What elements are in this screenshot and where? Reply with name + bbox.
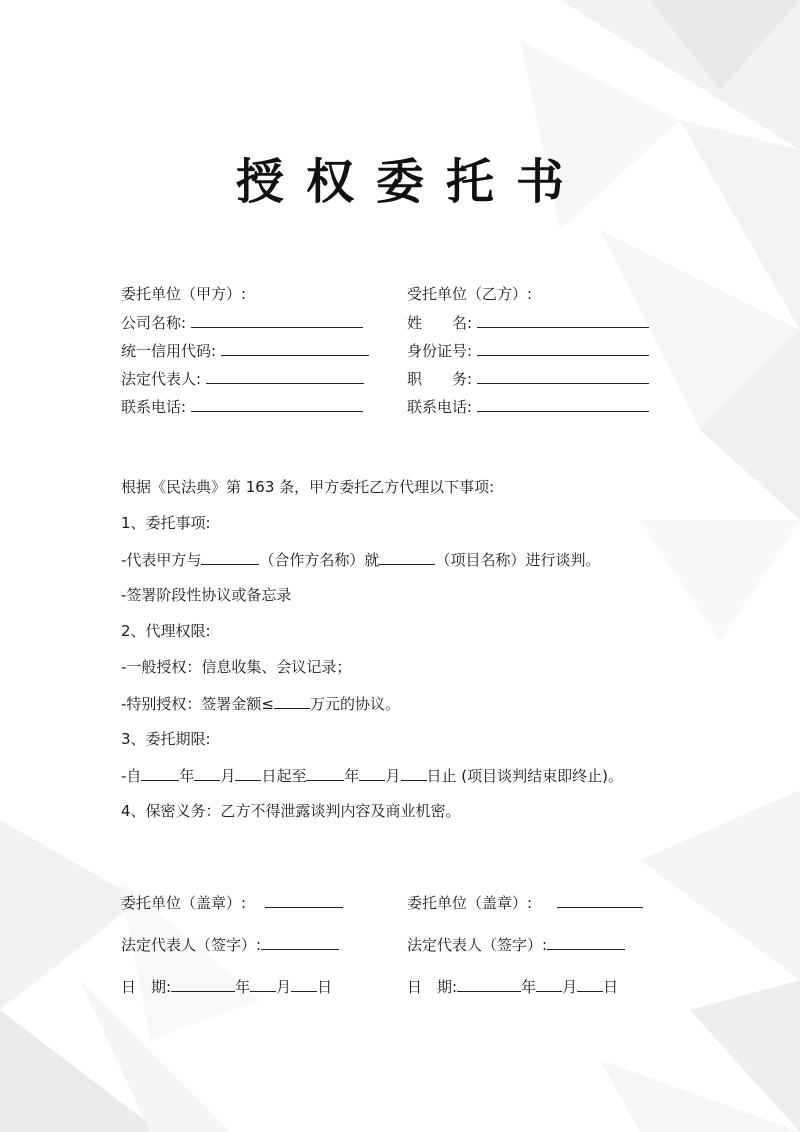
left-rep-line xyxy=(121,934,339,955)
party-a-phone xyxy=(121,396,363,417)
amount-blank[interactable] xyxy=(274,693,310,709)
field-label: 职 务: xyxy=(407,370,473,388)
partner-name-blank[interactable] xyxy=(201,549,259,565)
text: 日起至 xyxy=(261,767,307,785)
text: 日 xyxy=(317,978,333,996)
text: 日 xyxy=(603,978,619,996)
left-seal-line xyxy=(121,892,343,913)
intro-text: 根据《民法典》第 163 条，甲方委托乙方代理以下事项: xyxy=(121,478,495,496)
text: 月 xyxy=(276,978,292,996)
text: 年 xyxy=(344,767,360,785)
field-label: 联系电话: xyxy=(407,398,473,416)
project-name-blank[interactable] xyxy=(379,549,435,565)
date-label: 日 期: xyxy=(121,978,172,996)
company-name-field[interactable] xyxy=(191,312,363,328)
field-label: 统一信用代码: xyxy=(121,342,217,360)
section-1-item-b: -签署阶段性协议或备忘录 xyxy=(121,586,292,604)
field-label: 公司名称: xyxy=(121,314,187,332)
text: 年 xyxy=(235,978,251,996)
party-a-phone-field[interactable] xyxy=(191,396,363,412)
section-2-item-b xyxy=(121,693,400,714)
left-date-line xyxy=(121,976,332,997)
field-label: 法定代表人: xyxy=(121,370,202,388)
rep-label: 法定代表人（签字）: xyxy=(121,936,262,954)
section-3-heading: 3、委托期限: xyxy=(121,730,211,748)
party-b-phone-field[interactable] xyxy=(477,396,649,412)
right-rep-line xyxy=(407,934,625,955)
left-month-blank[interactable] xyxy=(250,976,276,992)
text: -特别授权：签署金额≤ xyxy=(121,695,274,713)
text: 年 xyxy=(521,978,537,996)
text: 万元的协议。 xyxy=(309,695,400,713)
position-field[interactable] xyxy=(477,368,649,384)
right-year-blank[interactable] xyxy=(457,976,521,992)
party-b-position xyxy=(407,368,649,389)
section-1-item-a xyxy=(121,549,600,570)
section-2-item-a: -一般授权：信息收集、会议记录； xyxy=(121,658,352,676)
field-label: 联系电话: xyxy=(121,398,187,416)
seal-label: 委托单位（盖章）: xyxy=(121,894,247,912)
end-day-blank[interactable] xyxy=(401,765,427,781)
section-3-item-a xyxy=(121,765,623,786)
text: 月 xyxy=(220,767,236,785)
date-label: 日 期: xyxy=(407,978,458,996)
party-a-company-name xyxy=(121,312,363,333)
legal-rep-field[interactable] xyxy=(206,368,364,384)
start-month-blank[interactable] xyxy=(194,765,220,781)
party-b-name xyxy=(407,312,649,333)
text: 月 xyxy=(562,978,578,996)
id-number-field[interactable] xyxy=(477,340,649,356)
text: -自 xyxy=(121,767,142,785)
left-rep-signature-blank[interactable] xyxy=(261,934,339,950)
party-b-heading: 受托单位（乙方）: xyxy=(407,285,533,303)
right-month-blank[interactable] xyxy=(536,976,562,992)
text: 日止 (项目谈判结束即终止)。 xyxy=(426,767,623,785)
start-year-blank[interactable] xyxy=(141,765,179,781)
end-month-blank[interactable] xyxy=(359,765,385,781)
field-label: 姓 名: xyxy=(407,314,473,332)
right-seal-blank[interactable] xyxy=(557,892,643,908)
seal-label: 委托单位（盖章）: xyxy=(407,894,533,912)
party-b-id-number xyxy=(407,340,649,361)
text: -代表甲方与 xyxy=(121,551,202,569)
end-year-blank[interactable] xyxy=(306,765,344,781)
party-a-legal-rep xyxy=(121,368,364,389)
section-1-heading: 1、委托事项: xyxy=(121,514,211,532)
text: 年 xyxy=(179,767,195,785)
text: （合作方名称）就 xyxy=(259,551,380,569)
section-2-heading: 2、代理权限: xyxy=(121,622,211,640)
left-year-blank[interactable] xyxy=(171,976,235,992)
section-4-text: 4、保密义务：乙方不得泄露谈判内容及商业机密。 xyxy=(121,802,461,820)
party-a-heading: 委托单位（甲方）: xyxy=(121,285,247,303)
party-b-phone xyxy=(407,396,649,417)
document-title: 授权委托书 xyxy=(235,154,586,210)
party-a-credit-code xyxy=(121,340,369,361)
left-day-blank[interactable] xyxy=(291,976,317,992)
left-seal-blank[interactable] xyxy=(265,892,343,908)
text: 月 xyxy=(385,767,401,785)
right-seal-line xyxy=(407,892,643,913)
start-day-blank[interactable] xyxy=(235,765,261,781)
rep-label: 法定代表人（签字）: xyxy=(407,936,548,954)
right-date-line xyxy=(407,976,618,997)
name-field[interactable] xyxy=(477,312,649,328)
field-label: 身份证号: xyxy=(407,342,473,360)
text: （项目名称）进行谈判。 xyxy=(435,551,601,569)
right-day-blank[interactable] xyxy=(577,976,603,992)
credit-code-field[interactable] xyxy=(221,340,369,356)
right-rep-signature-blank[interactable] xyxy=(547,934,625,950)
